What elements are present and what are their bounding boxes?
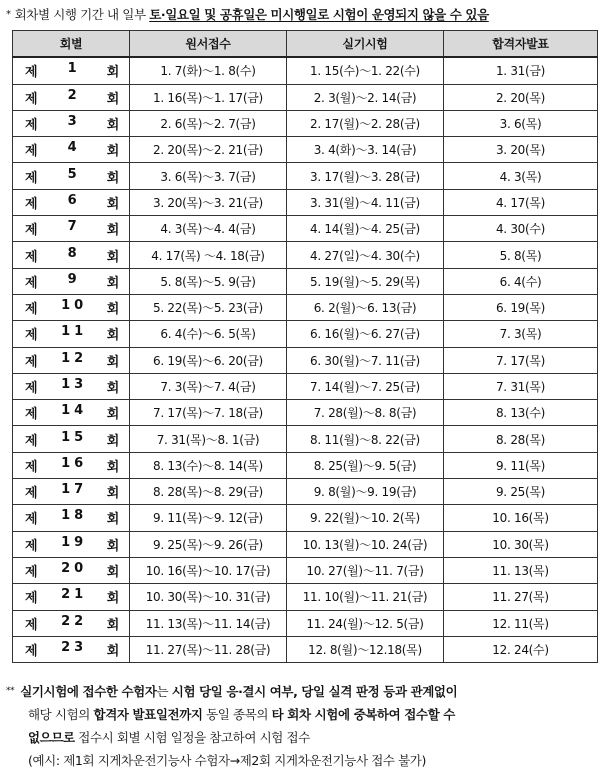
application-period-cell: 3. 20(목)～3. 21(금) [130, 189, 287, 215]
result-date-cell: 2. 20(목) [444, 84, 598, 110]
bottom-note-marker: ** [6, 686, 15, 696]
application-period-cell: 6. 4(수)～6. 5(목) [130, 321, 287, 347]
round-number: 3 [67, 114, 77, 130]
exam-period-cell: 10. 27(월)～11. 7(금) [287, 557, 444, 583]
top-note [6, 4, 606, 26]
bottom-note-bold: 없으므로 [28, 730, 75, 745]
table-row [13, 110, 598, 136]
table-row [13, 479, 598, 505]
bottom-note-bold: 시험 당일 응·결시 여부, 당일 실격 판정 등과 관계없이 [171, 684, 458, 699]
exam-period-cell: 1. 15(수)～1. 22(수) [287, 57, 444, 84]
exam-period-cell: 8. 11(월)～8. 22(금) [287, 426, 444, 452]
result-date-cell: 4. 30(수) [444, 216, 598, 242]
round-cell [13, 400, 130, 426]
round-number: 6 [67, 192, 77, 208]
round-number: 7 [67, 219, 77, 235]
table-row [13, 216, 598, 242]
application-period-cell: 4. 3(목)～4. 4(금) [130, 216, 287, 242]
round-cell [13, 321, 130, 347]
exam-period-cell: 11. 24(월)～12. 5(금) [287, 610, 444, 636]
table-row [13, 268, 598, 294]
round-suffix: 회 [106, 407, 119, 423]
result-date-cell: 8. 13(수) [444, 400, 598, 426]
exam-period-cell: 9. 22(월)～10. 2(목) [287, 505, 444, 531]
round-number: 8 [67, 245, 77, 261]
result-date-cell: 7. 31(목) [444, 373, 598, 399]
round-suffix: 회 [106, 170, 119, 186]
bottom-note-bold: 타 회차 시험에 중복하여 접수할 수 [271, 707, 455, 722]
header-round: 회별 [13, 31, 130, 58]
round-cell [13, 57, 130, 84]
result-date-cell: 5. 8(목) [444, 242, 598, 268]
application-period-cell: 11. 27(목)～11. 28(금) [130, 636, 287, 662]
round-cell [13, 531, 130, 557]
table-row [13, 163, 598, 189]
exam-period-cell: 2. 17(월)～2. 28(금) [287, 110, 444, 136]
round-suffix: 회 [106, 223, 119, 239]
exam-period-cell: 8. 25(월)～9. 5(금) [287, 452, 444, 478]
bottom-note-text: 접수시 회별 시험 일정을 참고하여 시험 접수 [74, 730, 310, 745]
application-period-cell: 1. 7(화)～1. 8(수) [130, 57, 287, 84]
round-cell [13, 610, 130, 636]
exam-period-cell: 7. 14(월)～7. 25(금) [287, 373, 444, 399]
round-cell [13, 452, 130, 478]
round-prefix: 제 [25, 196, 38, 212]
round-cell [13, 84, 130, 110]
exam-period-cell: 11. 10(월)～11. 21(금) [287, 584, 444, 610]
round-suffix: 회 [106, 302, 119, 318]
round-prefix: 제 [25, 486, 38, 502]
round-cell [13, 216, 130, 242]
round-number: 4 [67, 140, 77, 156]
round-prefix: 제 [25, 302, 38, 318]
table-row [13, 373, 598, 399]
table-row [13, 400, 598, 426]
result-date-cell: 4. 17(목) [444, 189, 598, 215]
result-date-cell: 11. 27(목) [444, 584, 598, 610]
table-row [13, 426, 598, 452]
round-cell [13, 505, 130, 531]
round-suffix: 회 [106, 144, 119, 160]
result-date-cell: 12. 24(수) [444, 636, 598, 662]
round-suffix: 회 [106, 538, 119, 554]
round-cell [13, 426, 130, 452]
exam-period-cell: 4. 27(일)～4. 30(수) [287, 242, 444, 268]
exam-period-cell: 6. 16(월)～6. 27(금) [287, 321, 444, 347]
application-period-cell: 1. 16(목)～1. 17(금) [130, 84, 287, 110]
round-number: 5 [67, 166, 77, 182]
table-row [13, 557, 598, 583]
round-cell [13, 189, 130, 215]
table-row [13, 610, 598, 636]
result-date-cell: 4. 3(목) [444, 163, 598, 189]
note-emphasis: 토·일요일 및 공휴일은 미시행일로 시험이 운영되지 않을 수 있음 [149, 7, 489, 22]
table-header-row [13, 31, 598, 58]
round-suffix: 회 [106, 459, 119, 475]
round-prefix: 제 [25, 249, 38, 265]
round-suffix: 회 [106, 381, 119, 396]
round-number: 9 [67, 271, 77, 287]
round-number: 1 0 [61, 298, 83, 314]
application-period-cell: 5. 22(목)～5. 23(금) [130, 294, 287, 320]
round-suffix: 회 [106, 565, 119, 581]
round-suffix: 회 [106, 249, 119, 265]
round-number: 1 7 [61, 482, 83, 498]
round-suffix: 회 [106, 433, 119, 449]
round-number: 1 4 [61, 403, 83, 419]
round-suffix: 회 [106, 275, 119, 291]
note-prefix: 회차별 시행 기간 내 일부 [14, 7, 150, 22]
round-number: 1 5 [61, 429, 83, 445]
exam-period-cell: 6. 2(월)～6. 13(금) [287, 294, 444, 320]
table-row [13, 452, 598, 478]
exam-period-cell: 9. 8(월)～9. 19(금) [287, 479, 444, 505]
note-marker: * [6, 9, 11, 20]
round-suffix: 회 [106, 65, 119, 81]
round-suffix: 회 [106, 617, 119, 633]
table-row [13, 584, 598, 610]
round-prefix: 제 [25, 591, 38, 607]
round-number: 2 3 [61, 639, 83, 655]
application-period-cell: 11. 13(목)～11. 14(금) [130, 610, 287, 636]
result-date-cell: 3. 6(목) [444, 110, 598, 136]
table-row [13, 137, 598, 163]
application-period-cell: 6. 19(목)～6. 20(금) [130, 347, 287, 373]
result-date-cell: 8. 28(목) [444, 426, 598, 452]
exam-period-cell: 5. 19(월)～5. 29(목) [287, 268, 444, 294]
table-row [13, 84, 598, 110]
round-prefix: 제 [25, 170, 38, 186]
round-prefix: 제 [25, 65, 38, 81]
result-date-cell: 3. 20(목) [444, 137, 598, 163]
round-number: 2 0 [61, 561, 83, 577]
bottom-note-line-2 [6, 703, 604, 726]
exam-period-cell: 2. 3(월)～2. 14(금) [287, 84, 444, 110]
round-cell [13, 294, 130, 320]
result-date-cell: 7. 17(목) [444, 347, 598, 373]
bottom-note-line-1 [6, 680, 604, 703]
round-prefix: 제 [25, 275, 38, 291]
round-number: 1 [67, 61, 77, 77]
application-period-cell: 9. 11(목)～9. 12(금) [130, 505, 287, 531]
header-exam: 실기시험 [287, 31, 444, 58]
round-suffix: 회 [106, 118, 119, 134]
round-prefix: 제 [25, 91, 38, 107]
round-suffix: 회 [106, 486, 119, 502]
bottom-note-text: 해당 시험의 [28, 707, 94, 722]
table-row [13, 189, 598, 215]
result-date-cell: 10. 16(목) [444, 505, 598, 531]
application-period-cell: 3. 6(목)～3. 7(금) [130, 163, 287, 189]
round-suffix: 회 [106, 591, 119, 607]
round-cell [13, 347, 130, 373]
round-suffix: 회 [106, 196, 119, 212]
result-date-cell: 7. 3(목) [444, 321, 598, 347]
application-period-cell: 7. 3(목)～7. 4(금) [130, 373, 287, 399]
application-period-cell: 10. 30(목)～10. 31(금) [130, 584, 287, 610]
application-period-cell: 9. 25(목)～9. 26(금) [130, 531, 287, 557]
round-cell [13, 373, 130, 399]
table-body [13, 57, 598, 662]
bottom-note [6, 680, 604, 772]
exam-period-cell: 12. 8(월)～12.18(목) [287, 636, 444, 662]
result-date-cell: 10. 30(목) [444, 531, 598, 557]
exam-period-cell: 7. 28(월)～8. 8(금) [287, 400, 444, 426]
round-prefix: 제 [25, 223, 38, 239]
round-cell [13, 163, 130, 189]
application-period-cell: 8. 13(수)～8. 14(목) [130, 452, 287, 478]
application-period-cell: 5. 8(목)～5. 9(금) [130, 268, 287, 294]
round-number: 2 1 [61, 587, 83, 603]
round-prefix: 제 [25, 433, 38, 449]
round-cell [13, 268, 130, 294]
bottom-note-line-3 [6, 726, 604, 749]
application-period-cell: 7. 31(목)～8. 1(금) [130, 426, 287, 452]
application-period-cell: 7. 17(목)～7. 18(금) [130, 400, 287, 426]
round-prefix: 제 [25, 459, 38, 475]
round-number: 1 2 [61, 350, 83, 366]
round-prefix: 제 [25, 328, 38, 344]
bottom-note-text: 동일 종목의 [202, 707, 272, 722]
table-row [13, 242, 598, 268]
application-period-cell: 2. 20(목)～2. 21(금) [130, 137, 287, 163]
round-cell [13, 137, 130, 163]
header-result: 합격자발표 [444, 31, 598, 58]
round-prefix: 제 [25, 407, 38, 423]
header-application: 원서접수 [130, 31, 287, 58]
round-cell [13, 557, 130, 583]
exam-period-cell: 10. 13(월)～10. 24(금) [287, 531, 444, 557]
bottom-note-text: 는 [156, 684, 172, 699]
bottom-note-bold: 실기시험에 접수한 수험자 [20, 684, 157, 699]
exam-period-cell: 3. 17(월)～3. 28(금) [287, 163, 444, 189]
round-number: 2 2 [61, 613, 83, 629]
round-number: 1 9 [61, 534, 83, 550]
round-suffix: 회 [106, 643, 119, 659]
round-suffix: 회 [106, 91, 119, 107]
round-prefix: 제 [25, 617, 38, 633]
application-period-cell: 10. 16(목)～10. 17(금) [130, 557, 287, 583]
round-suffix: 회 [106, 328, 119, 344]
round-cell [13, 636, 130, 662]
application-period-cell: 2. 6(목)～2. 7(금) [130, 110, 287, 136]
exam-period-cell: 6. 30(월)～7. 11(금) [287, 347, 444, 373]
exam-period-cell: 3. 31(월)～4. 11(금) [287, 189, 444, 215]
round-prefix: 제 [25, 512, 38, 528]
table-row [13, 57, 598, 84]
table-row [13, 636, 598, 662]
round-prefix: 제 [25, 118, 38, 134]
result-date-cell: 12. 11(목) [444, 610, 598, 636]
round-cell [13, 479, 130, 505]
table-row [13, 294, 598, 320]
round-cell [13, 584, 130, 610]
round-prefix: 제 [25, 381, 38, 396]
result-date-cell: 9. 25(목) [444, 479, 598, 505]
result-date-cell: 9. 11(목) [444, 452, 598, 478]
table-row [13, 531, 598, 557]
round-prefix: 제 [25, 643, 38, 659]
round-prefix: 제 [25, 144, 38, 160]
exam-schedule-table [12, 30, 598, 663]
round-suffix: 회 [106, 512, 119, 528]
table-row [13, 347, 598, 373]
table-row [13, 321, 598, 347]
exam-period-cell: 4. 14(월)～4. 25(금) [287, 216, 444, 242]
result-date-cell: 1. 31(금) [444, 57, 598, 84]
bottom-note-bold: 합격자 발표일전까지 [93, 707, 203, 722]
round-prefix: 제 [25, 538, 38, 554]
round-number: 2 [67, 87, 77, 103]
round-prefix: 제 [25, 354, 38, 370]
result-date-cell: 6. 19(목) [444, 294, 598, 320]
result-date-cell: 6. 4(수) [444, 268, 598, 294]
round-number: 1 1 [61, 324, 83, 340]
round-cell [13, 242, 130, 268]
round-suffix: 회 [106, 354, 119, 370]
round-number: 1 3 [61, 377, 83, 392]
application-period-cell: 8. 28(목)～8. 29(금) [130, 479, 287, 505]
application-period-cell: 4. 17(목) ～4. 18(금) [130, 242, 287, 268]
bottom-note-line-4: (예시: 제1회 지게차운전기능사 수험자→제2회 지게차운전기능사 접수 불가) [28, 753, 426, 768]
round-number: 1 8 [61, 508, 83, 524]
round-cell [13, 110, 130, 136]
exam-period-cell: 3. 4(화)～3. 14(금) [287, 137, 444, 163]
round-number: 1 6 [61, 455, 83, 471]
round-prefix: 제 [25, 565, 38, 581]
table-row [13, 505, 598, 531]
result-date-cell: 11. 13(목) [444, 557, 598, 583]
